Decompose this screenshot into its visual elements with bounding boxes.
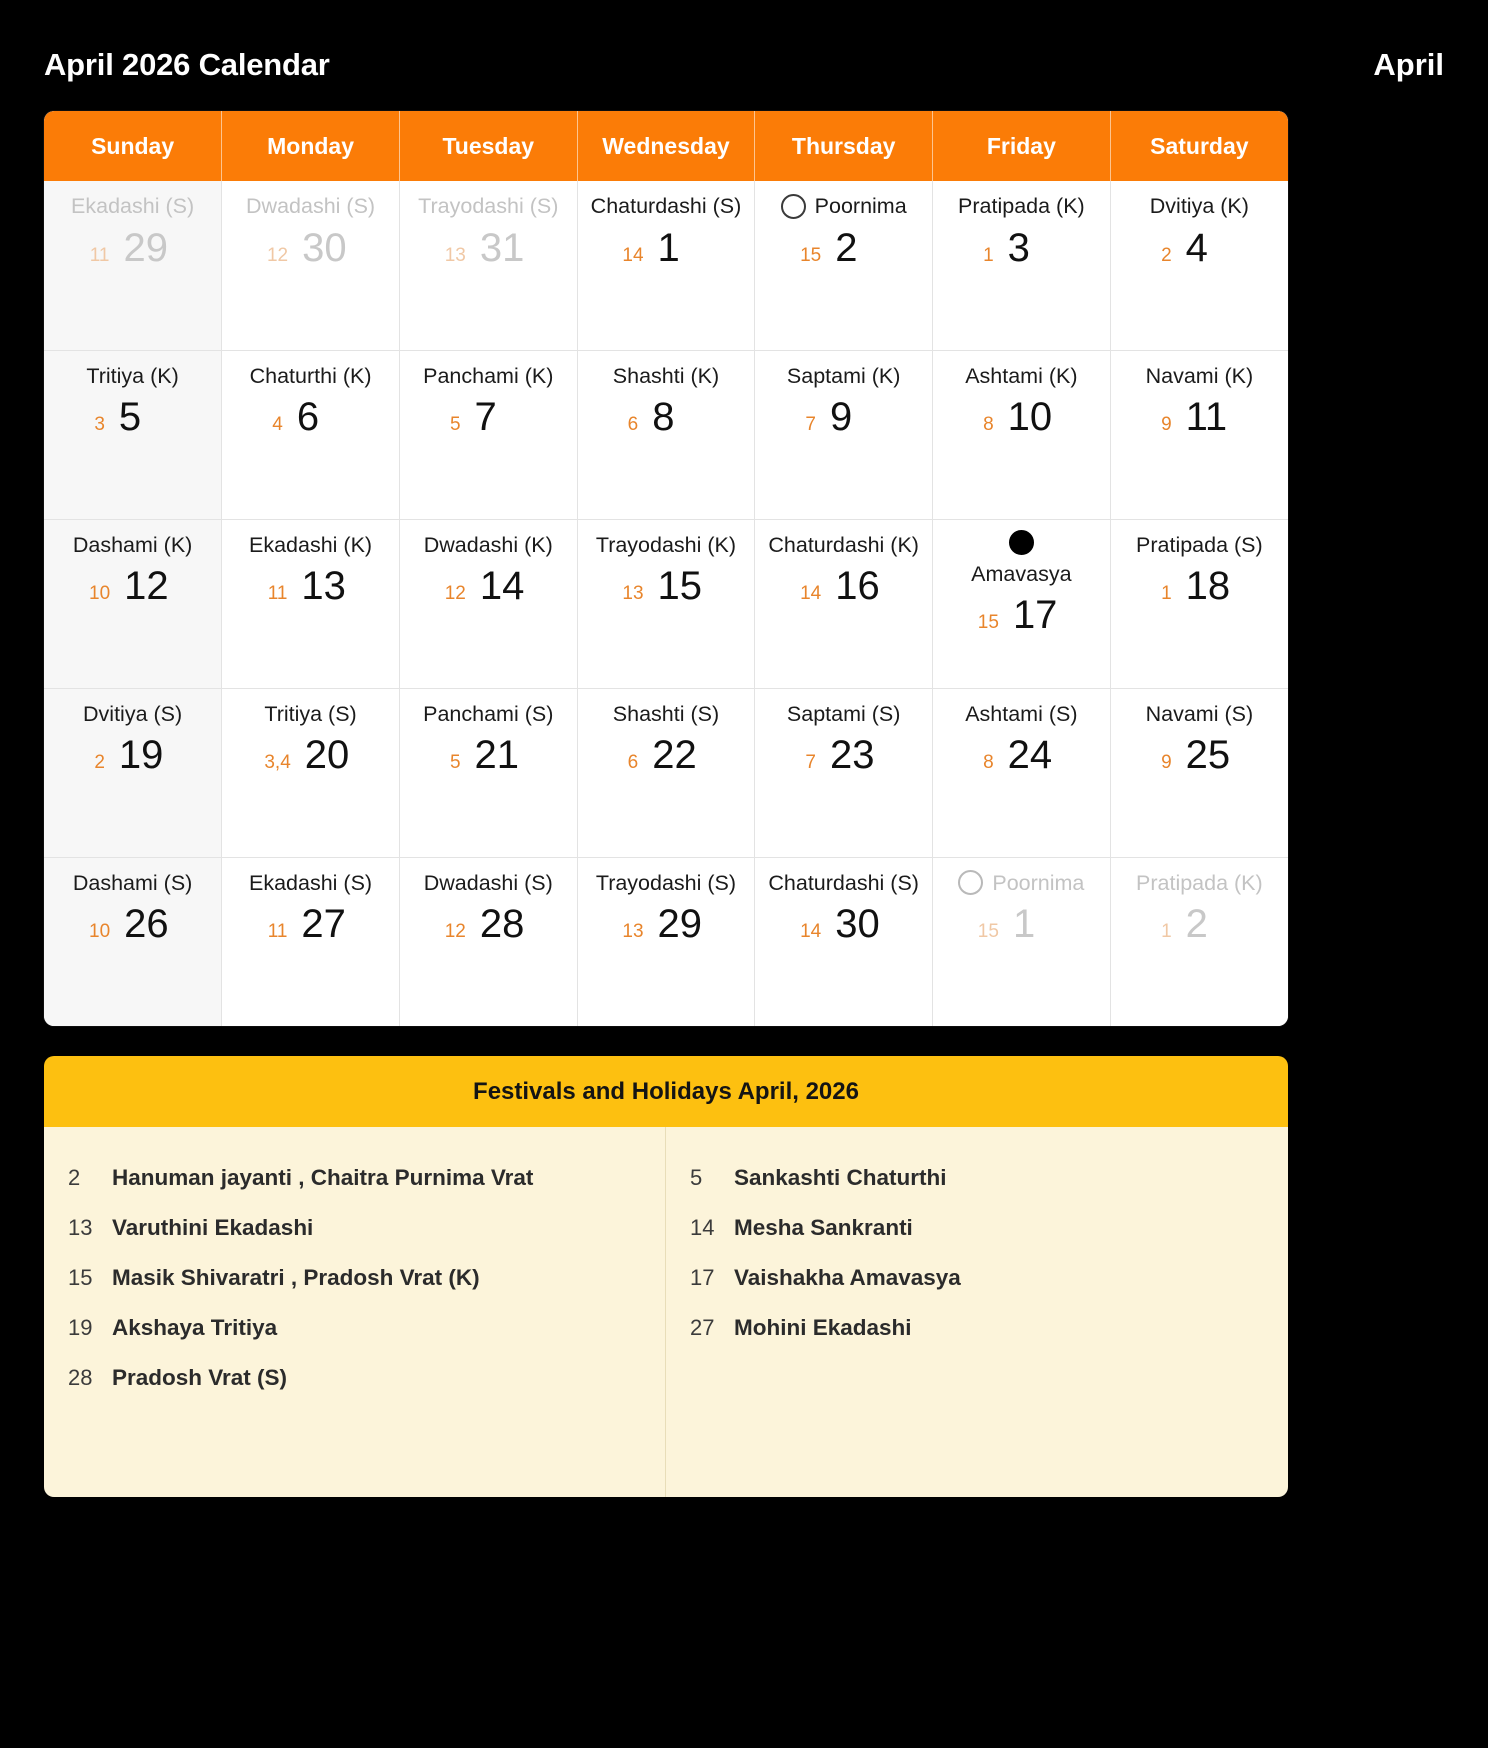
tithi-text: Tritiya (S) bbox=[264, 701, 357, 726]
calendar-day-cell[interactable] bbox=[577, 688, 755, 857]
calendar-day-cell[interactable] bbox=[577, 350, 755, 519]
day-number-row bbox=[761, 225, 926, 270]
day-number-row bbox=[406, 564, 571, 609]
tithi-number: 12 bbox=[444, 921, 466, 943]
tithi-label bbox=[50, 191, 215, 222]
tithi-number: 2 bbox=[94, 752, 105, 774]
day-number: 13 bbox=[301, 564, 346, 609]
festival-day: 19 bbox=[68, 1315, 93, 1340]
tithi-label bbox=[406, 868, 571, 899]
day-number-row bbox=[584, 564, 749, 609]
day-number: 1 bbox=[657, 225, 680, 270]
day-number-row bbox=[1117, 395, 1282, 440]
day-number: 19 bbox=[118, 733, 164, 778]
calendar-day-cell[interactable] bbox=[1110, 181, 1288, 350]
tithi-number: 13 bbox=[444, 244, 466, 266]
festivals-panel bbox=[44, 1056, 1288, 1497]
tithi-label bbox=[761, 868, 926, 899]
tithi-number: 5 bbox=[449, 752, 461, 774]
day-number-row bbox=[1117, 902, 1282, 947]
calendar-day-cell[interactable] bbox=[44, 519, 222, 688]
day-number: 11 bbox=[1185, 395, 1228, 440]
day-number-row bbox=[1117, 225, 1282, 270]
day-number: 30 bbox=[835, 902, 880, 947]
tithi-number: 13 bbox=[622, 583, 644, 605]
tithi-label bbox=[939, 699, 1104, 730]
tithi-text: Shashti (S) bbox=[612, 701, 720, 726]
tithi-text: Chaturthi (K) bbox=[249, 363, 372, 388]
calendar-day-cell[interactable] bbox=[577, 181, 755, 350]
day-number: 26 bbox=[124, 902, 169, 947]
festival-name: Akshaya Tritiya bbox=[112, 1315, 278, 1340]
festival-name: Mesha Sankranti bbox=[734, 1215, 913, 1240]
tithi-label bbox=[584, 530, 749, 561]
tithi-number: 9 bbox=[1161, 414, 1172, 436]
calendar-day-cell[interactable] bbox=[577, 857, 755, 1026]
calendar-day-cell[interactable] bbox=[399, 857, 577, 1026]
day-number: 1 bbox=[1012, 902, 1036, 947]
tithi-text: Amavasya bbox=[971, 561, 1072, 586]
tithi-number: 11 bbox=[89, 244, 110, 266]
festival-list-item[interactable] bbox=[44, 1153, 665, 1203]
festivals-right-column bbox=[666, 1127, 1288, 1497]
calendar-day-cell[interactable] bbox=[399, 181, 577, 350]
day-number: 2 bbox=[835, 225, 858, 270]
calendar-day-cell[interactable] bbox=[1110, 688, 1288, 857]
tithi-text: Saptami (K) bbox=[786, 363, 901, 388]
tithi-number: 6 bbox=[627, 752, 639, 774]
day-number-row bbox=[584, 395, 749, 440]
tithi-label bbox=[584, 699, 749, 730]
calendar-day-cell[interactable] bbox=[222, 857, 400, 1026]
tithi-text: Poornima bbox=[814, 194, 907, 218]
tithi-text: Tritiya (K) bbox=[86, 363, 179, 388]
tithi-number: 6 bbox=[627, 414, 639, 436]
calendar-week-row bbox=[44, 181, 1288, 350]
tithi-text: Dwadashi (S) bbox=[246, 194, 376, 218]
tithi-text: Dwadashi (K) bbox=[423, 532, 553, 557]
day-number-row bbox=[761, 902, 926, 947]
day-number: 17 bbox=[1012, 593, 1058, 638]
tithi-number: 8 bbox=[983, 414, 994, 436]
calendar-table bbox=[44, 111, 1288, 1026]
calendar-day-cell[interactable] bbox=[755, 350, 933, 519]
day-number-row bbox=[228, 564, 393, 609]
tithi-text: Panchami (S) bbox=[423, 701, 554, 726]
tithi-number: 12 bbox=[444, 583, 466, 605]
weekday-header-friday: Friday bbox=[933, 111, 1111, 181]
tithi-label bbox=[1117, 361, 1282, 392]
page-header bbox=[0, 0, 1488, 92]
day-number-row bbox=[939, 902, 1104, 947]
calendar-week-row bbox=[44, 350, 1288, 519]
calendar-day-cell[interactable] bbox=[1110, 519, 1288, 688]
day-number-row bbox=[584, 902, 749, 947]
day-number: 27 bbox=[301, 902, 346, 947]
day-number-row bbox=[584, 733, 749, 778]
page-title: April 2026 Calendar bbox=[44, 47, 330, 82]
tithi-number: 14 bbox=[622, 244, 644, 266]
tithi-text: Shashti (K) bbox=[612, 363, 720, 388]
festival-day: 15 bbox=[68, 1265, 93, 1290]
calendar-day-cell[interactable] bbox=[755, 519, 933, 688]
tithi-number: 10 bbox=[89, 583, 111, 605]
tithi-number: 10 bbox=[89, 921, 111, 943]
tithi-text: Trayodashi (K) bbox=[595, 532, 737, 557]
day-number: 3 bbox=[1007, 225, 1030, 270]
tithi-text: Dwadashi (S) bbox=[423, 870, 553, 895]
calendar-day-cell[interactable] bbox=[44, 181, 222, 350]
tithi-number: 3,4 bbox=[264, 752, 291, 774]
tithi-label bbox=[50, 868, 215, 899]
day-number-row bbox=[761, 395, 926, 440]
tithi-label bbox=[939, 361, 1104, 392]
tithi-text: Dvitiya (K) bbox=[1149, 194, 1249, 218]
day-number-row bbox=[584, 225, 749, 270]
day-number-row bbox=[228, 733, 393, 778]
day-number-row bbox=[228, 395, 393, 440]
new-moon-icon bbox=[1009, 530, 1034, 555]
tithi-label bbox=[228, 361, 393, 392]
day-number: 24 bbox=[1007, 733, 1053, 778]
day-number-row bbox=[761, 564, 926, 609]
festival-list-item[interactable] bbox=[666, 1303, 1288, 1353]
tithi-text: Ekadashi (S) bbox=[249, 870, 373, 895]
day-number: 14 bbox=[479, 564, 525, 609]
tithi-number: 1 bbox=[1161, 583, 1172, 605]
day-number: 6 bbox=[296, 395, 320, 440]
tithi-label bbox=[761, 699, 926, 730]
tithi-number: 8 bbox=[983, 752, 994, 774]
tithi-label bbox=[1117, 699, 1282, 730]
full-moon-icon bbox=[958, 870, 983, 895]
calendar-day-cell[interactable] bbox=[933, 519, 1111, 688]
tithi-number: 13 bbox=[622, 921, 644, 943]
tithi-text: Saptami (S) bbox=[786, 701, 901, 726]
day-number-row bbox=[50, 902, 215, 947]
tithi-text: Ashtami (S) bbox=[965, 701, 1078, 726]
tithi-text: Chaturdashi (S) bbox=[590, 194, 742, 218]
tithi-label bbox=[761, 530, 926, 561]
day-number: 25 bbox=[1185, 733, 1231, 778]
tithi-text: Chaturdashi (K) bbox=[768, 532, 919, 557]
calendar-day-cell[interactable] bbox=[222, 181, 400, 350]
day-number-row bbox=[939, 395, 1104, 440]
tithi-label bbox=[228, 530, 393, 561]
tithi-label bbox=[761, 361, 926, 392]
tithi-label bbox=[228, 868, 393, 899]
calendar-day-cell[interactable] bbox=[1110, 857, 1288, 1026]
festival-day: 17 bbox=[690, 1265, 715, 1290]
tithi-text: Trayodashi (S) bbox=[418, 194, 559, 218]
festival-list-item[interactable] bbox=[666, 1253, 1288, 1303]
tithi-number: 11 bbox=[267, 921, 288, 943]
calendar-day-cell[interactable] bbox=[44, 350, 222, 519]
tithi-label bbox=[50, 699, 215, 730]
day-number-row bbox=[228, 902, 393, 947]
festivals-body bbox=[44, 1127, 1288, 1497]
festival-day: 2 bbox=[68, 1165, 81, 1190]
calendar-day-cell[interactable] bbox=[222, 350, 400, 519]
calendar-body bbox=[44, 181, 1288, 1026]
calendar-day-cell[interactable] bbox=[933, 857, 1111, 1026]
tithi-label bbox=[1117, 191, 1282, 222]
calendar-day-cell[interactable] bbox=[1110, 350, 1288, 519]
tithi-label bbox=[50, 361, 215, 392]
tithi-number: 1 bbox=[1161, 921, 1172, 943]
tithi-text: Dashami (K) bbox=[72, 532, 193, 557]
day-number: 8 bbox=[652, 395, 675, 440]
festival-name: Varuthini Ekadashi bbox=[112, 1215, 314, 1240]
calendar-day-cell[interactable] bbox=[577, 519, 755, 688]
tithi-text: Poornima bbox=[992, 870, 1085, 895]
tithi-text: Dvitiya (S) bbox=[83, 701, 183, 726]
festival-day: 27 bbox=[690, 1315, 715, 1340]
tithi-text: Panchami (K) bbox=[423, 363, 554, 388]
day-number-row bbox=[228, 225, 393, 270]
day-number: 23 bbox=[829, 733, 875, 778]
day-number-row bbox=[406, 225, 571, 270]
tithi-number: 4 bbox=[272, 414, 283, 436]
festival-name: Masik Shivaratri , Pradosh Vrat (K) bbox=[112, 1265, 480, 1290]
tithi-label bbox=[406, 361, 571, 392]
day-number: 2 bbox=[1185, 902, 1208, 947]
tithi-number: 14 bbox=[800, 583, 822, 605]
tithi-label bbox=[761, 191, 926, 222]
calendar-day-cell[interactable] bbox=[933, 350, 1111, 519]
tithi-number: 12 bbox=[266, 244, 289, 266]
calendar-day-cell[interactable] bbox=[44, 857, 222, 1026]
weekday-header-saturday: Saturday bbox=[1110, 111, 1288, 181]
tithi-text: Ashtami (K) bbox=[965, 363, 1078, 388]
calendar-day-cell[interactable] bbox=[44, 688, 222, 857]
festival-list-item[interactable] bbox=[44, 1353, 665, 1403]
day-number: 22 bbox=[652, 733, 697, 778]
tithi-number: 15 bbox=[977, 612, 999, 634]
calendar-day-cell[interactable] bbox=[755, 688, 933, 857]
calendar-day-cell[interactable] bbox=[933, 181, 1111, 350]
tithi-label bbox=[584, 191, 749, 222]
tithi-number: 11 bbox=[267, 583, 288, 605]
festival-list-item[interactable] bbox=[44, 1203, 665, 1253]
tithi-text: Navami (K) bbox=[1145, 363, 1254, 388]
tithi-label bbox=[406, 191, 571, 222]
calendar-week-row bbox=[44, 688, 1288, 857]
day-number-row bbox=[761, 733, 926, 778]
tithi-text: Pratipada (K) bbox=[958, 194, 1085, 218]
tithi-number: 3 bbox=[94, 414, 105, 436]
calendar-week-row bbox=[44, 519, 1288, 688]
festival-day: 5 bbox=[690, 1165, 703, 1190]
day-number: 10 bbox=[1007, 395, 1053, 440]
tithi-text: Dashami (S) bbox=[72, 870, 193, 895]
day-number: 28 bbox=[479, 902, 525, 947]
tithi-text: Ekadashi (K) bbox=[249, 532, 373, 557]
festival-day: 13 bbox=[68, 1215, 93, 1240]
tithi-number: 2 bbox=[1161, 244, 1172, 266]
tithi-label bbox=[406, 699, 571, 730]
festival-list-item[interactable] bbox=[666, 1203, 1288, 1253]
day-number-row bbox=[406, 902, 571, 947]
day-number: 30 bbox=[302, 225, 347, 270]
tithi-number: 1 bbox=[983, 244, 994, 266]
tithi-number: 15 bbox=[977, 921, 999, 943]
weekday-header-row bbox=[44, 111, 1288, 181]
festival-list-item[interactable] bbox=[666, 1153, 1288, 1203]
tithi-label bbox=[939, 868, 1104, 899]
tithi-number: 5 bbox=[449, 414, 461, 436]
tithi-number: 14 bbox=[800, 921, 822, 943]
tithi-label bbox=[584, 868, 749, 899]
day-number: 29 bbox=[123, 225, 168, 270]
tithi-label bbox=[406, 530, 571, 561]
day-number-row bbox=[1117, 564, 1282, 609]
tithi-label bbox=[228, 699, 393, 730]
calendar-week-row bbox=[44, 857, 1288, 1026]
festival-list-item[interactable] bbox=[44, 1253, 665, 1303]
festival-list-item[interactable] bbox=[44, 1303, 665, 1353]
tithi-number: 7 bbox=[805, 414, 816, 436]
day-number-row bbox=[1117, 733, 1282, 778]
tithi-text: Ekadashi (S) bbox=[71, 194, 195, 218]
day-number-row bbox=[50, 225, 215, 270]
full-moon-icon bbox=[781, 194, 806, 219]
day-number: 16 bbox=[835, 564, 880, 609]
tithi-text: Navami (S) bbox=[1145, 701, 1254, 726]
weekday-header-monday: Monday bbox=[222, 111, 400, 181]
day-number: 18 bbox=[1185, 564, 1231, 609]
day-number: 7 bbox=[474, 395, 497, 440]
festivals-title: Festivals and Holidays April, 2026 bbox=[44, 1056, 1288, 1127]
day-number-row bbox=[939, 225, 1104, 270]
tithi-text: Trayodashi (S) bbox=[595, 870, 737, 895]
festival-name: Hanuman jayanti , Chaitra Purnima Vrat bbox=[112, 1165, 534, 1190]
day-number: 9 bbox=[829, 395, 853, 440]
day-number: 5 bbox=[118, 395, 142, 440]
tithi-number: 9 bbox=[1161, 752, 1172, 774]
tithi-label bbox=[939, 191, 1104, 222]
calendar-day-cell[interactable] bbox=[755, 181, 933, 350]
calendar-day-cell[interactable] bbox=[399, 519, 577, 688]
day-number: 4 bbox=[1185, 225, 1208, 270]
month-label: April bbox=[1373, 47, 1444, 82]
festival-day: 14 bbox=[690, 1215, 715, 1240]
day-number: 15 bbox=[657, 564, 703, 609]
day-number-row bbox=[939, 733, 1104, 778]
day-number: 20 bbox=[304, 733, 350, 778]
tithi-label bbox=[1117, 530, 1282, 561]
day-number: 12 bbox=[124, 564, 169, 609]
festival-name: Mohini Ekadashi bbox=[734, 1315, 912, 1340]
calendar-day-cell[interactable] bbox=[222, 519, 400, 688]
calendar-day-cell[interactable] bbox=[933, 688, 1111, 857]
day-number-row bbox=[406, 733, 571, 778]
day-number-row bbox=[939, 593, 1104, 638]
tithi-number: 15 bbox=[800, 244, 822, 266]
calendar-day-cell[interactable] bbox=[399, 688, 577, 857]
tithi-text: Pratipada (S) bbox=[1136, 532, 1263, 557]
tithi-label bbox=[939, 530, 1104, 590]
festival-name: Sankashti Chaturthi bbox=[734, 1165, 947, 1190]
tithi-label bbox=[50, 530, 215, 561]
festival-name: Vaishakha Amavasya bbox=[734, 1265, 961, 1290]
day-number-row bbox=[406, 395, 571, 440]
weekday-header-tuesday: Tuesday bbox=[399, 111, 577, 181]
day-number: 21 bbox=[474, 733, 520, 778]
tithi-text: Pratipada (K) bbox=[1136, 870, 1263, 895]
festivals-left-column bbox=[44, 1127, 666, 1497]
festival-name: Pradosh Vrat (S) bbox=[112, 1365, 288, 1390]
weekday-header-wednesday: Wednesday bbox=[577, 111, 755, 181]
calendar-day-cell[interactable] bbox=[222, 688, 400, 857]
tithi-label bbox=[584, 361, 749, 392]
tithi-label bbox=[1117, 868, 1282, 899]
calendar-card bbox=[44, 111, 1288, 1026]
festival-day: 28 bbox=[68, 1365, 93, 1390]
tithi-number: 7 bbox=[805, 752, 816, 774]
day-number-row bbox=[50, 733, 215, 778]
calendar-day-cell[interactable] bbox=[399, 350, 577, 519]
day-number-row bbox=[50, 395, 215, 440]
weekday-header-thursday: Thursday bbox=[755, 111, 933, 181]
calendar-day-cell[interactable] bbox=[755, 857, 933, 1026]
tithi-text: Chaturdashi (S) bbox=[768, 870, 919, 895]
weekday-header-sunday: Sunday bbox=[44, 111, 222, 181]
day-number: 31 bbox=[479, 225, 525, 270]
day-number-row bbox=[50, 564, 215, 609]
tithi-label bbox=[228, 191, 393, 222]
day-number: 29 bbox=[657, 902, 703, 947]
